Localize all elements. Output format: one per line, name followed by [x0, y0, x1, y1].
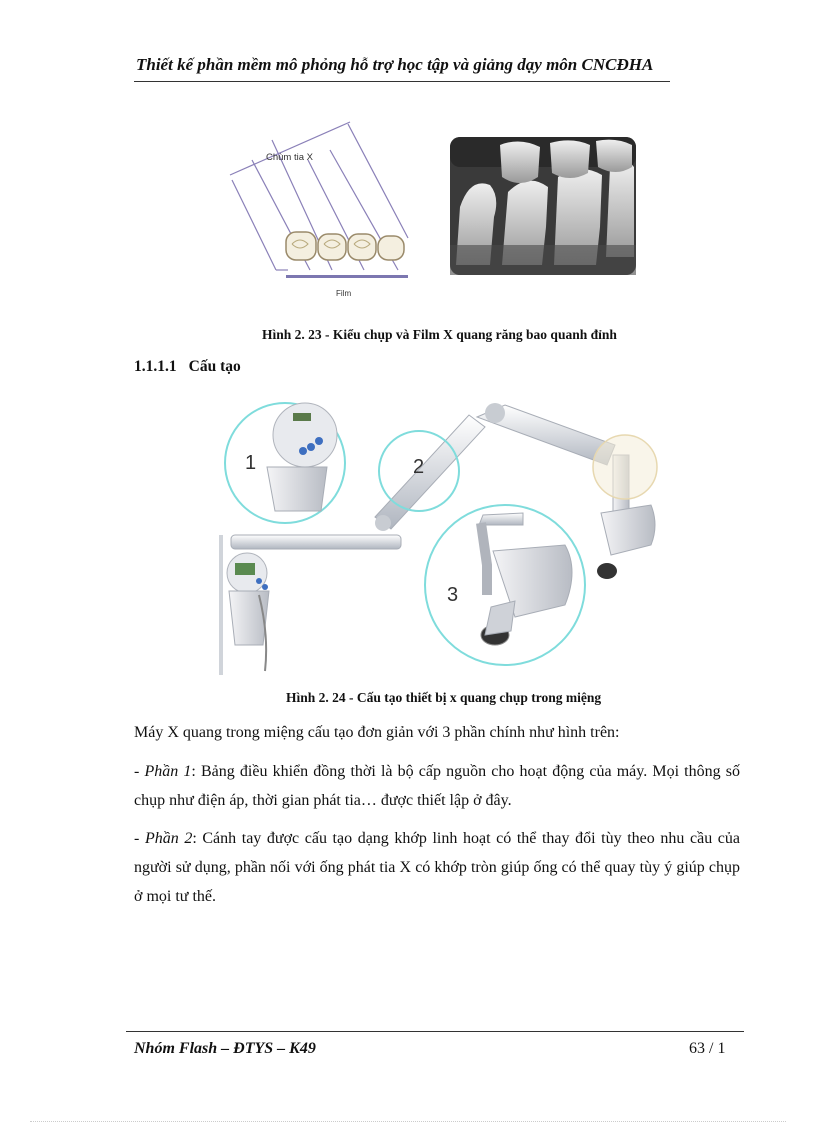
- footer-rule: [126, 1031, 744, 1032]
- part1-label: Phần 1: [144, 763, 192, 780]
- section-title: Cấu tạo: [188, 358, 241, 375]
- section-heading: [134, 358, 241, 376]
- figure2-caption: Hình 2. 24 - Cấu tạo thiết bị x quang chụp trong miệng: [286, 690, 602, 705]
- footer-group-name: Nhóm Flash – ĐTYS – K49: [134, 1040, 316, 1057]
- section-number: 1.1.1.1: [134, 358, 177, 375]
- part2-paragraph: - Phần 2: Cánh tay được cấu tạo dạng khớp linh hoạt có thể thay đổi tùy theo nhu cầu của người sử dụng, phần nối với ống phát tia X có khớp tròn giúp ống có thể quay tùy ý giúp chụp ở mọi tư thế.: [134, 830, 741, 905]
- xray-device-diagram: [215, 395, 665, 675]
- xray-film-image: [450, 137, 636, 275]
- header-rule: [134, 81, 670, 82]
- label-part-2: 2: [413, 456, 425, 478]
- xray-beam-diagram: [228, 120, 423, 300]
- beam-label: Chùm tia X: [266, 152, 313, 163]
- film-label: Film: [336, 289, 352, 298]
- part2-label: Phần 2: [144, 830, 193, 847]
- label-part-1: 1: [245, 452, 257, 474]
- part1-text: : Bảng điều khiển đồng thời là bộ cấp nguồn cho hoạt động của máy. Mọi thông số chụp như điện áp, thời gian phát tia… được thiết lập ở đây.: [134, 763, 740, 809]
- part2-text: : Cánh tay được cấu tạo dạng khớp linh hoạt có thể thay đổi tùy theo nhu cầu của người sử dụng, phần nối với ống phát tia X có khớp tròn giúp ống có thể quay tùy ý giúp chụp ở mọi tư thế.: [134, 830, 741, 905]
- page-number: 63 / 1: [689, 1040, 726, 1057]
- figure1-caption: Hình 2. 23 - Kiểu chụp và Film X quang răng bao quanh đỉnh: [262, 327, 617, 342]
- part1-paragraph: - Phần 1: Bảng điều khiển đồng thời là bộ cấp nguồn cho hoạt động của máy. Mọi thông số chụp như điện áp, thời gian phát tia… được thiết lập ở đây.: [134, 763, 740, 809]
- intro-paragraph: Máy X quang trong miệng cấu tạo đơn giản với 3 phần chính như hình trên:: [134, 724, 620, 741]
- header-title: Thiết kế phần mềm mô phỏng hỗ trợ học tập và giảng dạy môn CNCĐHA: [136, 55, 654, 74]
- label-part-3: 3: [447, 584, 459, 606]
